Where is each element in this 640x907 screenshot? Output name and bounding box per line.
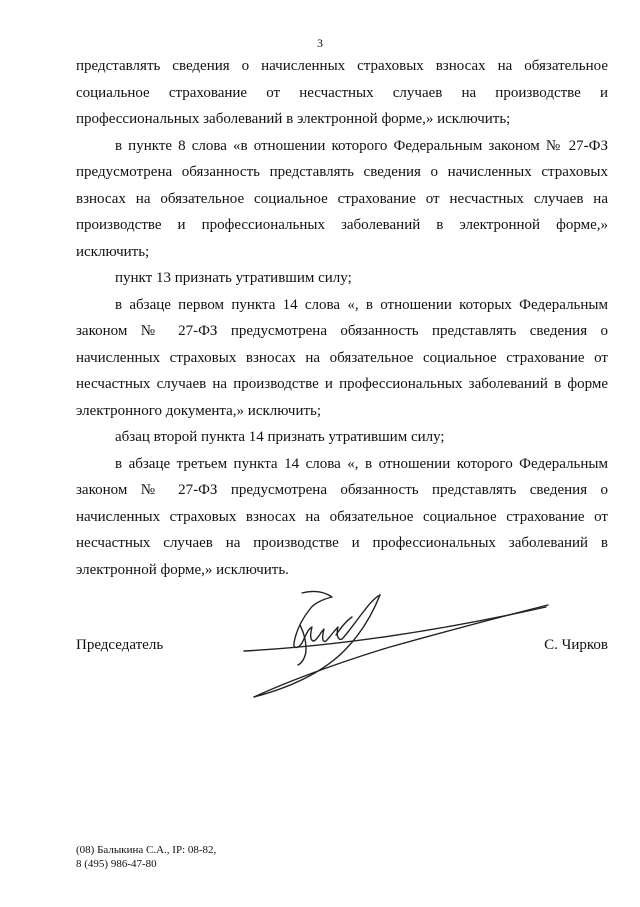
document-body [76, 53, 608, 583]
footer-line-2: 8 (495) 986-47-80 [76, 858, 157, 870]
paragraph-5: абзац второй пункта 14 признать утратившим силу; [115, 429, 445, 445]
signatory-name: С. Чирков [544, 637, 608, 653]
signatory-title: Председатель [76, 637, 164, 653]
handwritten-signature [240, 585, 560, 700]
paragraph-3: пункт 13 признать утратившим силу; [115, 270, 352, 286]
paragraph-2: в пункте 8 слова «в отношении которого Федеральным законом № 27-ФЗ предусмотрена обязанность представлять сведения о начисленных страховых взносах на обязательное социальное страхование от несчастных случаев на производстве и профессиональных заболеваний в электронной форме,» исключить; [76, 137, 608, 260]
paragraph-6: в абзаце третьем пункта 14 слова «, в отношении которого Федеральным законом № 27-ФЗ предусмотрена обязанность представлять сведения о начисленных страховых взносах на обязательное социальное страхование от несчастных случаев на производстве и профессиональных заболеваний в электронной форме,» исключить. [76, 455, 608, 578]
paragraph-4: в абзаце первом пункта 14 слова «, в отношении которых Федеральным законом № 27-ФЗ предусмотрена обязанность представлять сведения о начисленных страховых взносах на обязательное социальное страхование от несчастных случаев на производстве и профессиональных заболеваний в форме электронного документа,» исключить; [76, 296, 608, 419]
footer-line-1: (08) Балыкина С.А., IP: 08-82, [76, 844, 217, 856]
paragraph-1: представлять сведения о начисленных страховых взносах на обязательное социальное страхование от несчастных случаев на производстве и профессиональных заболеваний в электронной форме,» исключить; [76, 58, 608, 127]
page-number: 3 [317, 36, 323, 50]
footer-contact [76, 843, 216, 871]
